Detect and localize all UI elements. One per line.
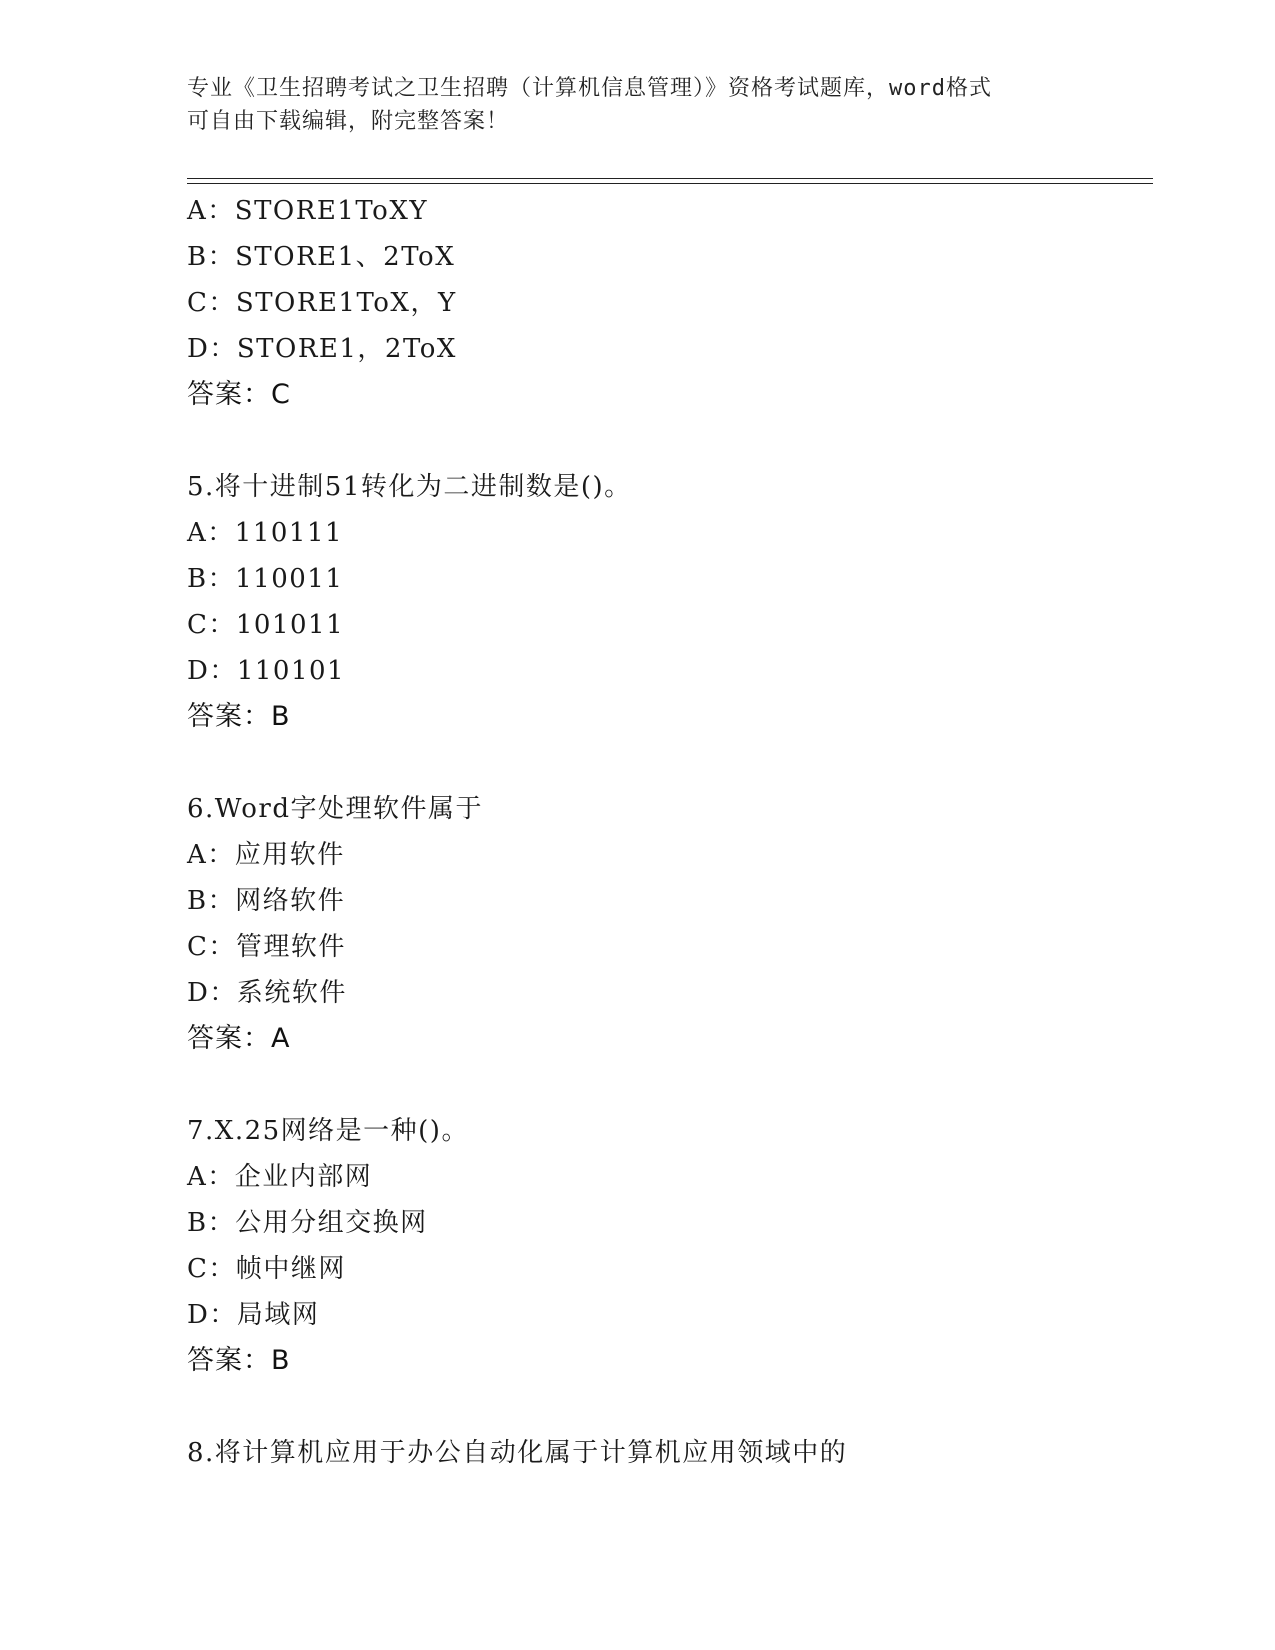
q8-question: 8.将计算机应用于办公自动化属于计算机应用领域中的	[187, 1438, 848, 1468]
q4-option-c: C：STORE1ToX，Y	[187, 288, 457, 318]
q4-option-a: A：STORE1ToXY	[187, 196, 428, 226]
header-rule-top	[187, 178, 1153, 179]
header-rule-bottom	[187, 183, 1153, 184]
q6-answer: 答案：A	[187, 1023, 291, 1054]
document-header	[187, 72, 1087, 138]
q5-option-d: D：110101	[187, 656, 346, 686]
q7-option-d: D：局域网	[187, 1300, 320, 1330]
q7-option-a: A：企业内部网	[187, 1162, 373, 1192]
header-line-1: 专业《卫生招聘考试之卫生招聘（计算机信息管理）》资格考试题库，word格式	[187, 76, 992, 101]
q5-option-a: A：110111	[187, 518, 344, 548]
q5-option-b: B：110011	[187, 564, 344, 594]
q4-option-b: B：STORE1、2ToX	[187, 242, 456, 272]
q6-option-a: A：应用软件	[187, 840, 345, 870]
header-line-2: 可自由下载编辑，附完整答案！	[187, 109, 510, 134]
q4-option-d: D：STORE1，2ToX	[187, 334, 457, 364]
q7-option-c: C：帧中继网	[187, 1254, 346, 1284]
q7-option-b: B：公用分组交换网	[187, 1208, 428, 1238]
q6-option-c: C：管理软件	[187, 932, 346, 962]
q7-answer: 答案：B	[187, 1345, 291, 1376]
q4-answer: 答案：C	[187, 379, 291, 410]
q7-question: 7.X.25网络是一种()。	[187, 1116, 469, 1146]
q6-question: 6.Word字处理软件属于	[187, 794, 483, 824]
q5-question: 5.将十进制51转化为二进制数是()。	[187, 472, 632, 502]
q6-option-b: B：网络软件	[187, 886, 346, 916]
q5-option-c: C：101011	[187, 610, 345, 640]
q6-option-d: D：系统软件	[187, 978, 347, 1008]
q5-answer: 答案：B	[187, 701, 291, 732]
